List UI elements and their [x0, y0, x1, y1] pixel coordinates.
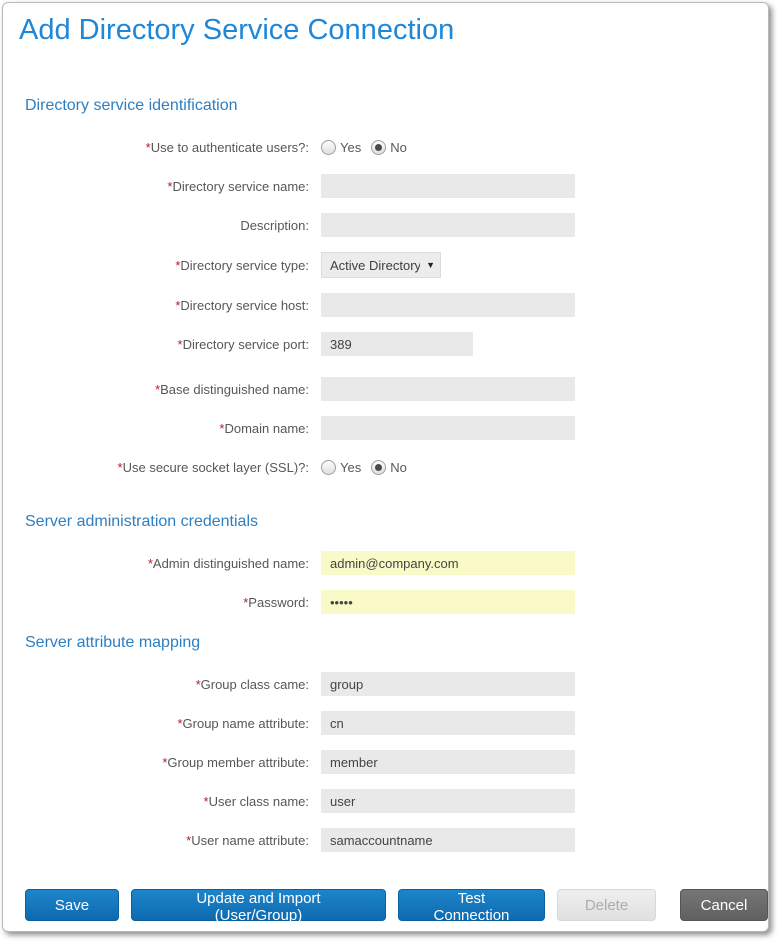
field-label: *Group member attribute: [162, 754, 309, 770]
required-marker: * [162, 754, 168, 770]
field-label: *User class name: [203, 793, 309, 809]
row-description [3, 213, 768, 237]
domain-name-input[interactable] [321, 416, 575, 440]
user-name-attribute-input[interactable] [321, 828, 575, 852]
auth-users-no-label[interactable]: No [390, 139, 407, 155]
page-title: Add Directory Service Connection [19, 14, 455, 46]
group-member-attribute-input[interactable] [321, 750, 575, 774]
field-label: *Directory service host: [175, 297, 309, 313]
section-heading-mapping: Server attribute mapping [25, 634, 201, 651]
directory-service-name-input[interactable] [321, 174, 575, 198]
row-directory-service-name [3, 174, 768, 198]
row-domain-name [3, 416, 768, 440]
row-admin-distinguished-name [3, 551, 768, 575]
field-label: *Directory service port: [177, 336, 309, 352]
field-label: *Domain name: [219, 420, 309, 436]
base-distinguished-name-input[interactable] [321, 377, 575, 401]
required-marker: * [167, 178, 173, 194]
required-marker: * [175, 257, 181, 273]
directory-service-type-select-wrap [321, 252, 441, 278]
field-label: *Group name attribute: [177, 715, 309, 731]
user-class-name-input[interactable] [321, 789, 575, 813]
field-label: *Base distinguished name: [155, 381, 309, 397]
field-label: Description: [240, 217, 309, 233]
cancel-button[interactable]: Cancel [680, 889, 768, 921]
required-marker: * [203, 793, 209, 809]
row-password [3, 590, 768, 614]
field-label: *Use to authenticate users?: [145, 139, 309, 155]
row-directory-service-type [3, 252, 768, 278]
required-marker: * [177, 336, 183, 352]
required-marker: * [219, 420, 225, 436]
description-input[interactable] [321, 213, 575, 237]
dropdown-arrow-icon: ▼ [426, 260, 435, 270]
row-base-distinguished-name [3, 377, 768, 401]
use-ssl-yes-label[interactable]: Yes [340, 459, 362, 475]
row-group-name-attribute [3, 711, 768, 735]
directory-service-host-input[interactable] [321, 293, 575, 317]
group-name-attribute-input[interactable] [321, 711, 575, 735]
row-user-name-attribute [3, 828, 768, 852]
section-heading-identification: Directory service identification [25, 97, 238, 114]
use-ssl-no-radio[interactable] [371, 460, 386, 475]
auth-users-radio-group [321, 140, 407, 155]
field-label: *Admin distinguished name: [147, 555, 309, 571]
save-button[interactable]: Save [25, 889, 119, 921]
use-ssl-no-label[interactable]: No [390, 459, 407, 475]
auth-users-yes-radio[interactable] [321, 140, 336, 155]
row-group-class-name [3, 672, 768, 696]
auth-users-no-radio[interactable] [371, 140, 386, 155]
field-label: *Group class came: [195, 676, 309, 692]
row-directory-service-host [3, 293, 768, 317]
update-and-import-button[interactable]: Update and Import (User/Group) [131, 889, 386, 921]
page-panel [2, 2, 769, 932]
directory-service-port-input[interactable] [321, 332, 473, 356]
field-label: *Directory service name: [167, 178, 309, 194]
password-input[interactable] [321, 590, 575, 614]
row-use-ssl [3, 455, 768, 479]
field-label: *Use secure socket layer (SSL)?: [117, 459, 309, 475]
required-marker: * [145, 139, 151, 155]
group-class-name-input[interactable] [321, 672, 575, 696]
auth-users-yes-label[interactable]: Yes [340, 139, 362, 155]
required-marker: * [177, 715, 183, 731]
button-bar [25, 889, 768, 924]
required-marker: * [243, 594, 249, 610]
required-marker: * [117, 459, 123, 475]
required-marker: * [195, 676, 201, 692]
use-ssl-radio-group [321, 460, 407, 475]
row-group-member-attribute [3, 750, 768, 774]
row-use-to-authenticate [3, 135, 768, 159]
required-marker: * [186, 832, 192, 848]
required-marker: * [147, 555, 153, 571]
directory-service-type-select[interactable] [321, 252, 441, 278]
row-user-class-name [3, 789, 768, 813]
field-label: *Directory service type: [175, 257, 309, 273]
test-connection-button[interactable]: Test Connection [398, 889, 545, 921]
field-label: *User name attribute: [186, 832, 309, 848]
required-marker: * [155, 381, 161, 397]
admin-distinguished-name-input[interactable] [321, 551, 575, 575]
required-marker: * [175, 297, 181, 313]
field-label: *Password: [243, 594, 309, 610]
use-ssl-yes-radio[interactable] [321, 460, 336, 475]
row-directory-service-port [3, 332, 768, 356]
delete-button[interactable]: Delete [557, 889, 656, 921]
section-heading-credentials: Server administration credentials [25, 513, 258, 530]
